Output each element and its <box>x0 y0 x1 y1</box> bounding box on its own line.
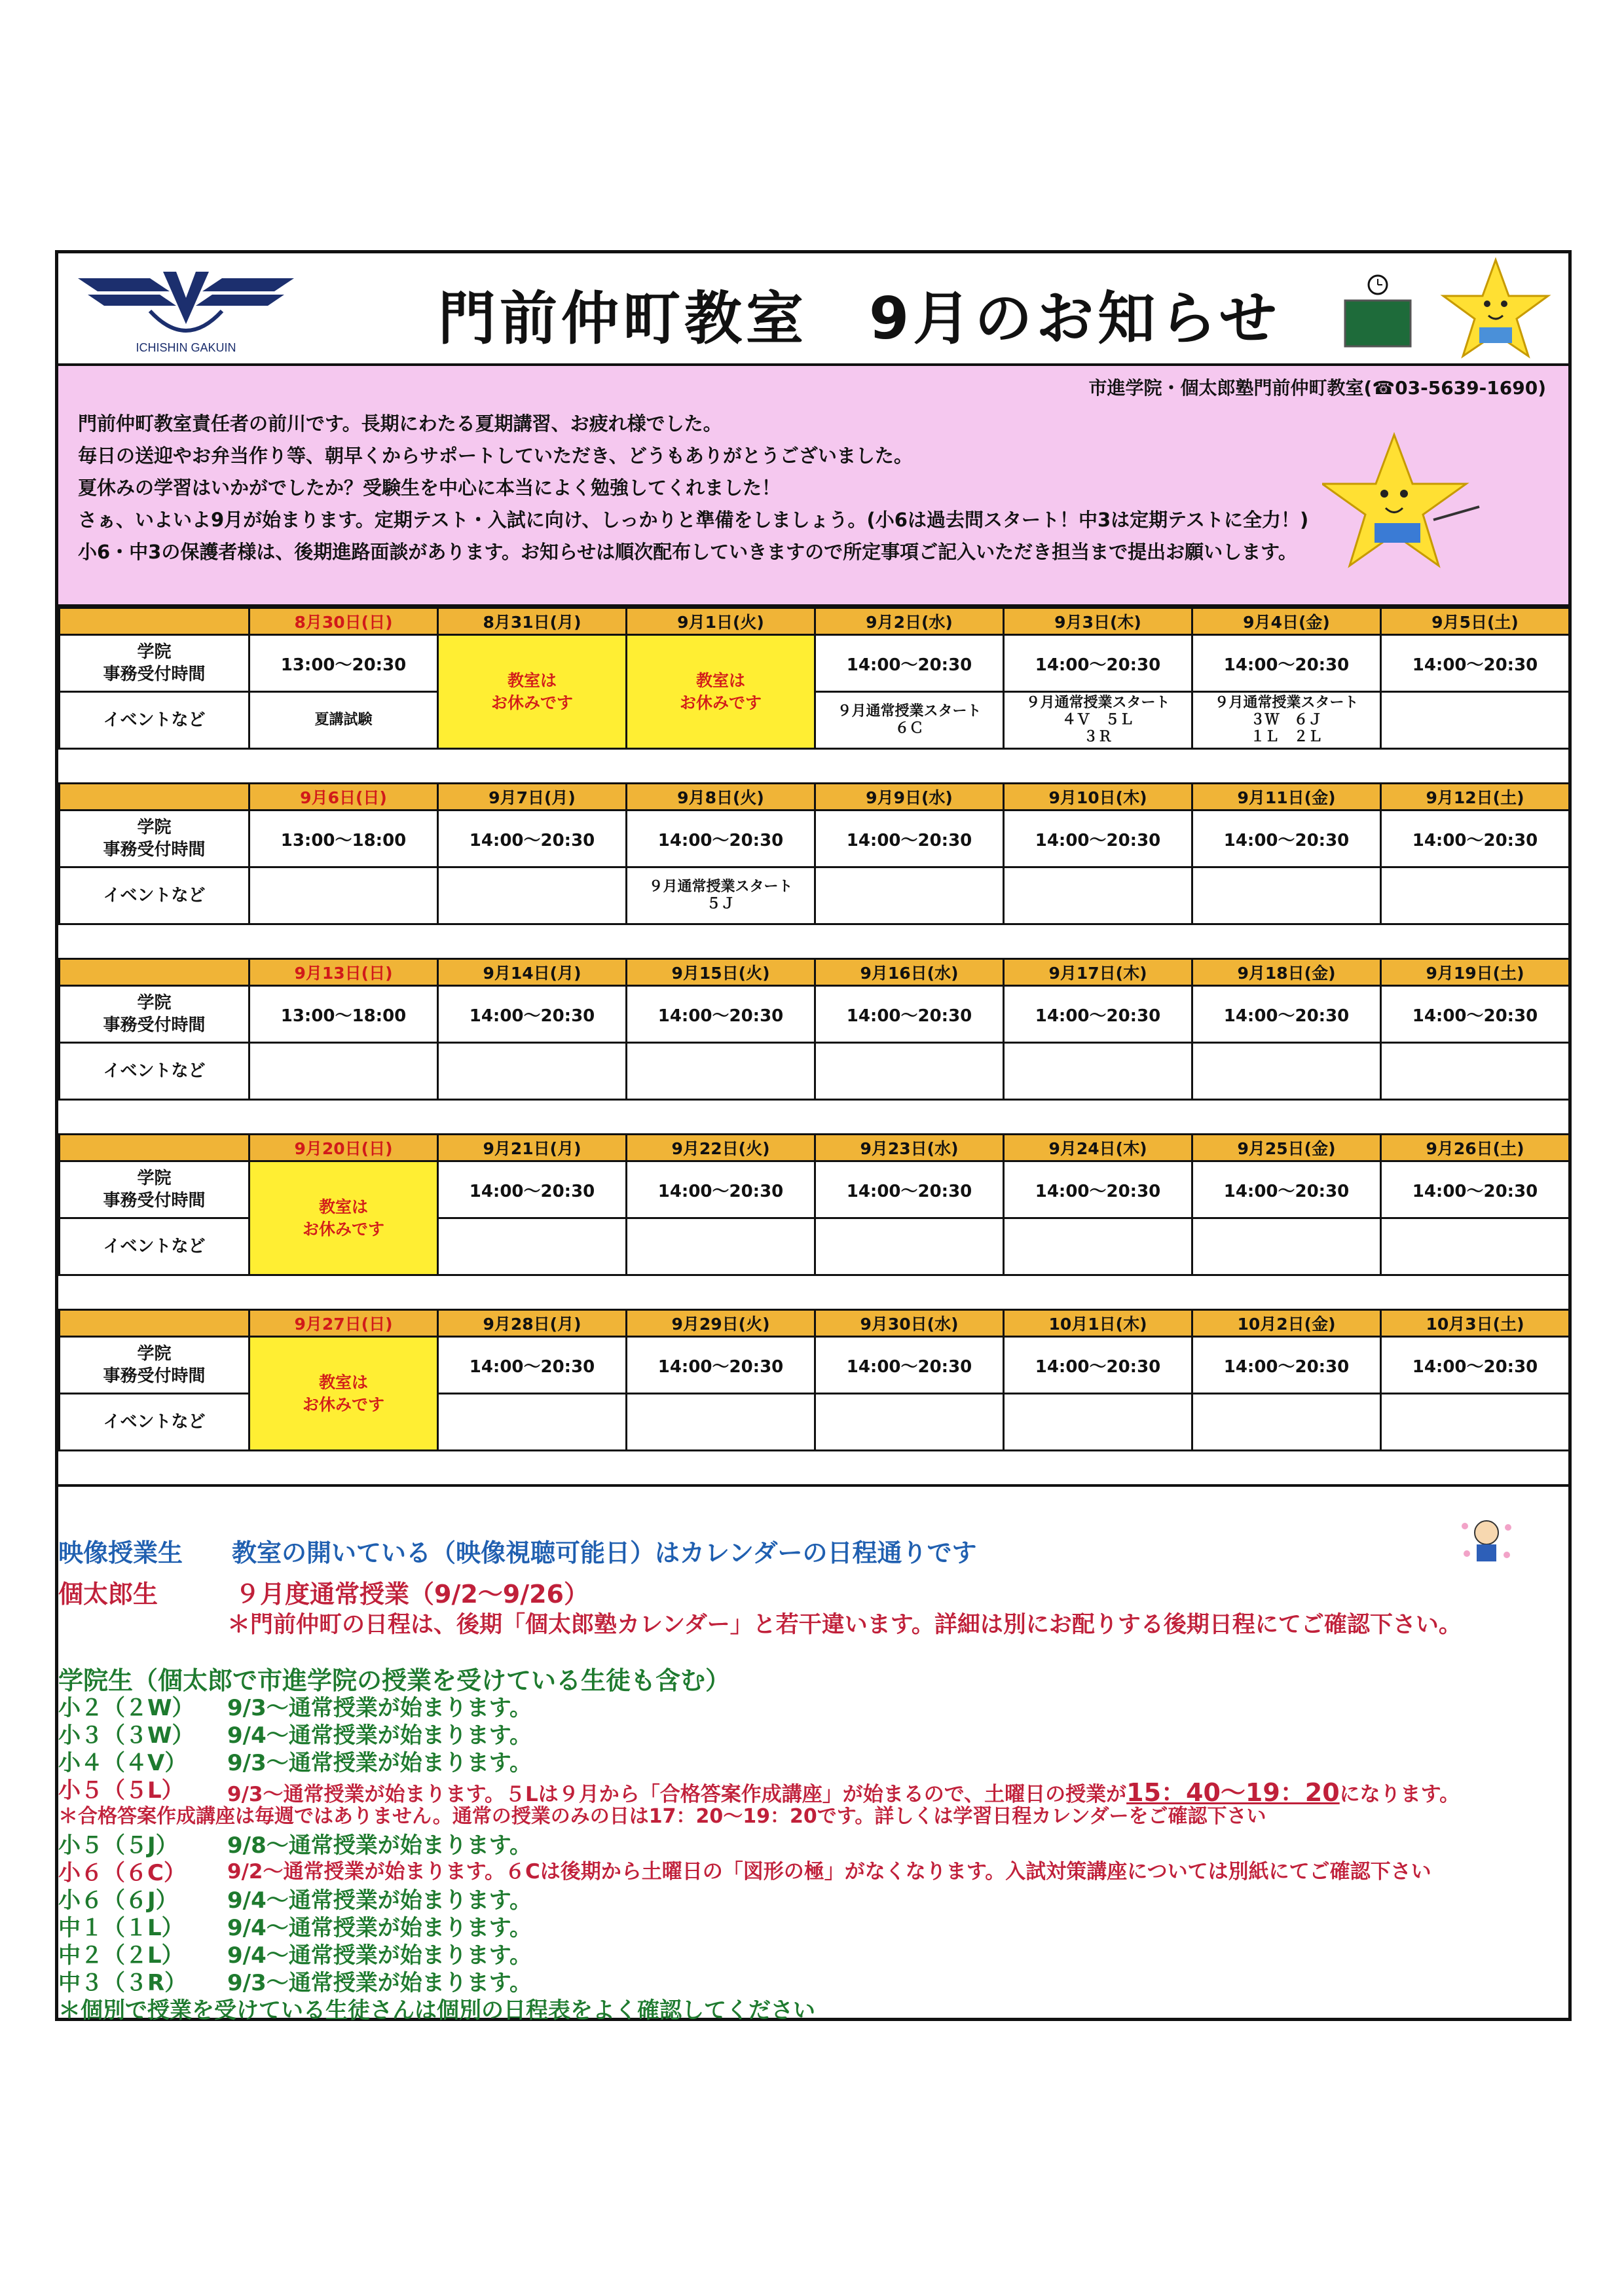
notice-line: 毎日の送迎やお弁当作り等、朝早くからサポートしていただき、どうもありがとうございました。 <box>78 445 913 467</box>
date-header-row <box>60 784 1570 811</box>
date-cell: 9月3日(木) <box>1004 608 1192 635</box>
video-label: 映像授業生 <box>58 1539 183 1567</box>
event-cell: 夏講試験 <box>249 692 438 749</box>
date-header-row <box>60 1310 1570 1337</box>
date-header-row <box>60 608 1570 635</box>
hours-cell: 14:00～20:30 <box>1004 1161 1192 1218</box>
grade-label: 小６（６C） <box>58 1860 186 1886</box>
hours-cell: 14:00～20:30 <box>815 635 1004 692</box>
hours-cell: 14:00～20:30 <box>1192 635 1381 692</box>
page-title: 門前仲町教室 9月のお知らせ <box>438 285 1281 352</box>
row-label-events: イベントなど <box>60 1394 249 1451</box>
hours-cell: 14:00～20:30 <box>1004 1337 1192 1394</box>
event-cell <box>627 1043 815 1100</box>
event-cell <box>1004 1218 1192 1275</box>
event-cell <box>815 1218 1004 1275</box>
closed-cell: 教室は お休みです <box>249 1161 438 1275</box>
hours-cell: 14:00～20:30 <box>1192 1161 1381 1218</box>
row-label-events: イベントなど <box>60 1218 249 1275</box>
hours-cell: 14:00～20:30 <box>438 1161 627 1218</box>
date-cell: 9月23日(水) <box>815 1135 1004 1161</box>
event-cell <box>1192 867 1381 924</box>
hours-cell: 14:00～20:30 <box>627 811 815 867</box>
event-cell <box>1004 1043 1192 1100</box>
hours-cell: 13:00～18:00 <box>249 986 438 1043</box>
calendar-week <box>58 1133 1570 1276</box>
grade-text: 9/3～通常授業が始まります。 <box>227 1750 532 1776</box>
hours-cell: 14:00～20:30 <box>1004 986 1192 1043</box>
date-cell: 9月16日(水) <box>815 959 1004 986</box>
date-cell: 9月5日(土) <box>1381 608 1570 635</box>
hours-cell: 14:00～20:30 <box>815 1161 1004 1218</box>
hours-cell: 13:00～20:30 <box>249 635 438 692</box>
event-cell: ９月通常授業スタート ４Ｖ ５Ｌ ３Ｒ <box>1004 692 1192 749</box>
notice-message <box>78 408 1308 568</box>
row-label-hours: 学院 事務受付時間 <box>60 635 249 692</box>
date-cell: 9月17日(木) <box>1004 959 1192 986</box>
event-cell: ９月通常授業スタート ３Ｗ ６Ｊ １Ｌ ２Ｌ <box>1192 692 1381 749</box>
date-cell: 9月28日(月) <box>438 1310 627 1337</box>
closed-cell: 教室は お休みです <box>438 635 627 749</box>
date-header-row <box>60 1135 1570 1161</box>
calendar-week <box>58 782 1570 925</box>
grade-label: 小６（６J） <box>58 1887 178 1914</box>
header <box>58 253 1568 366</box>
grade-label: 小５（５L） <box>58 1777 184 1804</box>
date-cell: 9月2日(水) <box>815 608 1004 635</box>
notice-line: 小6・中3の保護者様は、後期進路面談があります。お知らせは順次配布していきますので所定事項ご記入いただき担当まで提出お願いします。 <box>78 541 1297 563</box>
notes-section <box>58 1484 1568 2024</box>
event-cell <box>438 867 627 924</box>
event-cell <box>815 1394 1004 1451</box>
kotaro-note: ＊門前仲町の日程は、後期「個太郎塾カレンダー」と若干違います。詳細は別にお配りする後期日程にてご確認下さい。 <box>227 1612 1462 1638</box>
grade-text: 9/3～通常授業が始まります。 <box>227 1695 532 1721</box>
date-cell: 9月27日(日) <box>249 1310 438 1337</box>
row-label-hours: 学院 事務受付時間 <box>60 986 249 1043</box>
grade-label: 小４（４V） <box>58 1750 187 1776</box>
hours-cell: 14:00～20:30 <box>438 1337 627 1394</box>
l5-time: 15：40～19：20 <box>1126 1778 1340 1807</box>
hours-cell: 14:00～20:30 <box>627 986 815 1043</box>
notice-box <box>58 366 1568 607</box>
grade-text: 9/4～通常授業が始まります。 <box>227 1915 532 1941</box>
event-cell <box>1192 1394 1381 1451</box>
row-label-hours: 学院 事務受付時間 <box>60 1161 249 1218</box>
date-cell: 9月29日(火) <box>627 1310 815 1337</box>
hours-row <box>60 1161 1570 1218</box>
event-cell <box>438 1043 627 1100</box>
hours-cell: 14:00～20:30 <box>1381 1337 1570 1394</box>
date-cell: 9月1日(火) <box>627 608 815 635</box>
date-cell: 9月22日(火) <box>627 1135 815 1161</box>
date-cell: 9月4日(金) <box>1192 608 1381 635</box>
date-header-blank <box>60 608 249 635</box>
hours-row <box>60 811 1570 867</box>
event-cell <box>249 867 438 924</box>
blackboard-icon <box>1342 273 1414 352</box>
calendar-week <box>58 958 1570 1101</box>
hours-cell: 14:00～20:30 <box>1004 811 1192 867</box>
calendar-week <box>58 1309 1570 1451</box>
event-cell <box>1192 1043 1381 1100</box>
date-cell: 10月3日(土) <box>1381 1310 1570 1337</box>
date-cell: 9月26日(土) <box>1381 1135 1570 1161</box>
date-cell: 9月20日(日) <box>249 1135 438 1161</box>
date-header-row <box>60 959 1570 986</box>
date-cell: 9月19日(土) <box>1381 959 1570 986</box>
hours-row <box>60 635 1570 692</box>
date-cell: 9月15日(火) <box>627 959 815 986</box>
logo-text: ICHISHIN GAKUIN <box>136 341 236 354</box>
hours-cell: 14:00～20:30 <box>1192 986 1381 1043</box>
event-cell <box>1381 1043 1570 1100</box>
event-cell <box>815 867 1004 924</box>
event-cell: ９月通常授業スタート ５Ｊ <box>627 867 815 924</box>
events-row <box>60 867 1570 924</box>
event-cell <box>627 1218 815 1275</box>
date-cell: 9月9日(水) <box>815 784 1004 811</box>
event-cell <box>1004 1394 1192 1451</box>
hours-cell: 14:00～20:30 <box>627 1337 815 1394</box>
event-cell <box>249 1043 438 1100</box>
event-cell <box>1381 1394 1570 1451</box>
hours-cell: 14:00～20:30 <box>815 811 1004 867</box>
event-cell <box>438 1394 627 1451</box>
event-cell <box>815 1043 1004 1100</box>
hours-cell: 14:00～20:30 <box>815 1337 1004 1394</box>
ichishin-logo-icon <box>71 265 301 357</box>
event-cell <box>627 1394 815 1451</box>
hours-cell: 14:00～20:30 <box>815 986 1004 1043</box>
row-label-events: イベントなど <box>60 1043 249 1100</box>
hours-row <box>60 986 1570 1043</box>
grade-label: 小２（２W） <box>58 1695 194 1721</box>
closed-cell: 教室は お休みです <box>627 635 815 749</box>
date-cell: 9月7日(月) <box>438 784 627 811</box>
date-header-blank <box>60 1135 249 1161</box>
date-cell: 9月21日(月) <box>438 1135 627 1161</box>
gakuin-heading: 学院生（個太郎で市進学院の授業を受けている生徒も含む） <box>58 1666 731 1695</box>
hours-cell: 14:00～20:30 <box>1192 811 1381 867</box>
closed-cell: 教室は お休みです <box>249 1337 438 1451</box>
hours-cell: 14:00～20:30 <box>1381 811 1570 867</box>
date-cell: 9月12日(土) <box>1381 784 1570 811</box>
hours-cell: 14:00～20:30 <box>1192 1337 1381 1394</box>
grade-label: 小３（３W） <box>58 1722 194 1749</box>
grade-label: 中３（３R） <box>58 1970 187 1996</box>
kotaro-text: ９月度通常授業（9/2～9/26） <box>235 1580 589 1609</box>
event-cell <box>438 1218 627 1275</box>
grade-text: 9/3～通常授業が始まります。５Lは９月から「合格答案作成講座」が始まるので、土曜日の授業が15：40～19：20になります。 <box>227 1778 1460 1807</box>
event-cell <box>1381 867 1570 924</box>
hours-cell: 14:00～20:30 <box>438 986 627 1043</box>
event-cell <box>1381 1218 1570 1275</box>
date-header-blank <box>60 784 249 811</box>
kotaro-label: 個太郎生 <box>58 1580 158 1609</box>
event-cell <box>1192 1218 1381 1275</box>
date-cell: 10月1日(木) <box>1004 1310 1192 1337</box>
date-cell: 9月24日(木) <box>1004 1135 1192 1161</box>
event-cell <box>1004 867 1192 924</box>
l5-tail: になります。 <box>1339 1783 1460 1806</box>
hours-cell: 14:00～20:30 <box>1381 986 1570 1043</box>
grade-text: 9/4～通常授業が始まります。 <box>227 1942 532 1969</box>
grade-text: 9/3～通常授業が始まります。 <box>227 1970 532 1996</box>
notice-line: さぁ、いよいよ9月が始まります。定期テスト・入試に向け、しっかりと準備をしましょう。(小6は過去問スタート！中3は定期テストに全力！) <box>78 509 1309 531</box>
date-cell: 9月11日(金) <box>1192 784 1381 811</box>
grade-label: 中２（２L） <box>58 1942 184 1969</box>
grade-text: 9/4～通常授業が始まります。 <box>227 1887 532 1914</box>
notice-sheet <box>55 250 1572 2024</box>
date-cell: 8月31日(月) <box>438 608 627 635</box>
video-text: 教室の開いている（映像視聴可能日）はカレンダーの日程通りです <box>232 1539 977 1567</box>
event-cell: ９月通常授業スタート ６Ｃ <box>815 692 1004 749</box>
grade-label: 小５（５J） <box>58 1832 178 1859</box>
date-cell: 9月14日(月) <box>438 959 627 986</box>
row-label-events: イベントなど <box>60 692 249 749</box>
row-label-events: イベントなど <box>60 867 249 924</box>
date-cell: 10月2日(金) <box>1192 1310 1381 1337</box>
hours-cell: 13:00～18:00 <box>249 811 438 867</box>
date-cell: 9月25日(金) <box>1192 1135 1381 1161</box>
notice-line: 門前仲町教室責任者の前川です。長期にわたる夏期講習、お疲れ様でした。 <box>78 412 722 435</box>
date-cell: 9月18日(金) <box>1192 959 1381 986</box>
grade-text: 9/4～通常授業が始まります。 <box>227 1722 532 1749</box>
row-label-hours: 学院 事務受付時間 <box>60 811 249 867</box>
notice-line: 夏休みの学習はいかがでしたか？受験生を中心に本当によく勉強してくれました！ <box>78 477 781 499</box>
calendar-week <box>58 607 1570 750</box>
date-cell: 9月8日(火) <box>627 784 815 811</box>
final-note: ＊個別で授業を受けている生徒さんは個別の日程表をよく確認してください <box>58 1997 815 2024</box>
kotaro-mascot-icon <box>1457 1513 1516 1565</box>
date-cell: 9月6日(日) <box>249 784 438 811</box>
date-cell: 8月30日(日) <box>249 608 438 635</box>
grade-label: 中１（１L） <box>58 1915 184 1941</box>
hours-cell: 14:00～20:30 <box>1381 635 1570 692</box>
star-teacher-icon <box>1322 428 1486 579</box>
hours-cell: 14:00～20:30 <box>1381 1161 1570 1218</box>
grade-text: 9/2～通常授業が始まります。６Cは後期から土曜日の「図形の極」がなくなります。入試対策講座については別紙にてご確認下さい <box>227 1860 1431 1884</box>
events-row <box>60 1043 1570 1100</box>
hours-cell: 14:00～20:30 <box>438 811 627 867</box>
date-cell: 9月30日(水) <box>815 1310 1004 1337</box>
hours-row <box>60 1337 1570 1394</box>
l5-note: ＊合格答案作成講座は毎週ではありません。通常の授業のみの日は17：20～19：20です。詳しくは学習日程カレンダーをご確認下さい <box>58 1805 1266 1828</box>
row-label-hours: 学院 事務受付時間 <box>60 1337 249 1394</box>
date-header-blank <box>60 1310 249 1337</box>
date-cell: 9月10日(木) <box>1004 784 1192 811</box>
school-contact: 市進学院・個太郎塾門前仲町教室(☎03-5639-1690) <box>1088 377 1546 399</box>
hours-cell: 14:00～20:30 <box>1004 635 1192 692</box>
star-mascot-icon <box>1440 257 1551 361</box>
hours-cell: 14:00～20:30 <box>627 1161 815 1218</box>
grade-text: 9/8～通常授業が始まります。 <box>227 1832 532 1859</box>
date-header-blank <box>60 959 249 986</box>
event-cell <box>1381 692 1570 749</box>
date-cell: 9月13日(日) <box>249 959 438 986</box>
